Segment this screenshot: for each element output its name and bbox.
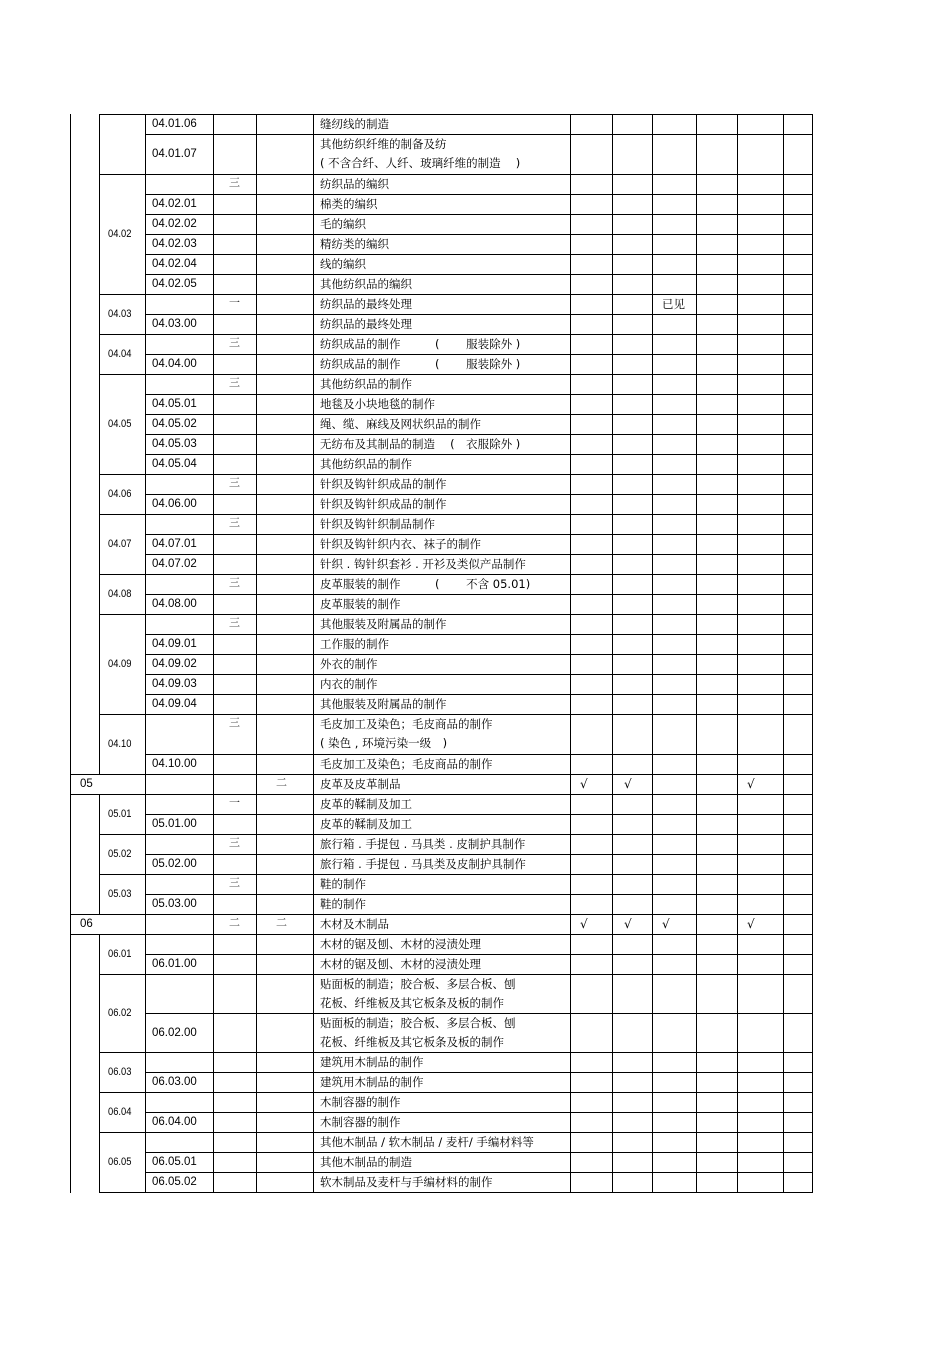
item-name: 外衣的制作: [320, 657, 378, 671]
row-divider: [145, 314, 813, 315]
item-name: 皮革及皮革制品: [320, 777, 401, 791]
item-code: 06.03.00: [152, 1076, 197, 1088]
row-divider: [99, 374, 813, 375]
group-column-border: [99, 1013, 100, 1053]
group-column-border: [99, 714, 100, 755]
group-column-border: [99, 934, 100, 955]
level-mark: 三: [229, 336, 240, 349]
item-name: 毛的编织: [320, 217, 366, 231]
group-code: 05.02: [108, 848, 132, 860]
item-code: 05.01.00: [152, 818, 197, 830]
level-mark: 三: [229, 716, 240, 729]
item-name: 棉类的编织: [320, 197, 378, 211]
item-name: 针织及钩针织制品制作: [320, 517, 435, 531]
row-divider: [145, 1112, 813, 1113]
group-column-border: [99, 794, 100, 815]
row-divider: [145, 694, 813, 695]
row-divider: [99, 574, 813, 575]
group-code: 05.03: [108, 888, 132, 900]
group-column-border: [99, 374, 100, 395]
item-name: 皮革的鞣制及加工: [320, 797, 412, 811]
table-bottom-border: [99, 1192, 813, 1193]
item-code: 06.05.01: [152, 1156, 197, 1168]
row-divider: [145, 494, 813, 495]
row-divider: [99, 614, 813, 615]
level-mark: 二: [229, 916, 240, 929]
row-divider: [99, 294, 813, 295]
level-mark: 三: [229, 876, 240, 889]
group-column-border: [99, 674, 100, 695]
row-divider: [145, 394, 813, 395]
check-mark: √: [747, 917, 755, 931]
group-column-border: [99, 394, 100, 415]
row-divider: [99, 834, 813, 835]
group-column-border: [99, 414, 100, 435]
level-mark: 三: [229, 376, 240, 389]
item-code: 06.04.00: [152, 1116, 197, 1128]
item-name: 旅行箱 . 手提包 . 马具类及皮制护具制作: [320, 857, 526, 871]
row-divider: [99, 714, 813, 715]
row-divider: [145, 414, 813, 415]
item-name: 工作服的制作: [320, 637, 389, 651]
group-code: 04.02: [108, 228, 132, 240]
item-name: 精纺类的编织: [320, 237, 389, 251]
item-code: 04.03.00: [152, 318, 197, 330]
item-name: 木材的锯及刨、木材的浸渍处理: [320, 937, 481, 951]
row-divider: [145, 214, 813, 215]
item-name: 纺织品的编织: [320, 177, 389, 191]
group-column-border: [99, 894, 100, 915]
item-name: 针织及钩针织成品的制作: [320, 477, 447, 491]
row-divider: [145, 954, 813, 955]
item-code: 04.09.04: [152, 698, 197, 710]
item-name: 其他服装及附属品的制作: [320, 617, 447, 631]
table-top-border: [99, 114, 813, 115]
group-column-border: [99, 334, 100, 355]
item-code: 06.05.02: [152, 1176, 197, 1188]
row-divider: [99, 174, 813, 175]
item-name: 其他纺织品的制作: [320, 377, 412, 391]
row-divider: [145, 194, 813, 195]
row-divider: [145, 234, 813, 235]
item-code: 04.05.04: [152, 458, 197, 470]
row-divider: [145, 454, 813, 455]
group-column-border: [99, 694, 100, 715]
item-name: 绳、缆、麻线及网状织品的制作: [320, 417, 481, 431]
group-column-border: [99, 254, 100, 275]
row-divider: [145, 254, 813, 255]
item-code: 04.05.02: [152, 418, 197, 430]
group-code: 06.01: [108, 948, 132, 960]
group-code: 04.07: [108, 538, 132, 550]
row-divider: [70, 794, 813, 795]
item-name: 木制容器的制作: [320, 1115, 401, 1129]
row-divider: [145, 554, 813, 555]
item-name: 无纺布及其制品的制造 ( 衣服除外 ): [320, 437, 521, 451]
item-name: 皮革服装的制作: [320, 597, 401, 611]
major-code: 05: [80, 778, 93, 790]
item-name-line2: 花板、纤维板及其它板条及板的制作: [320, 1035, 504, 1049]
group-column-border: [99, 1072, 100, 1093]
group-column-border: [99, 854, 100, 875]
table-left-border: [70, 114, 71, 1193]
item-name: 木材的锯及刨、木材的浸渍处理: [320, 957, 481, 971]
check-mark: √: [662, 917, 670, 931]
group-column-border: [99, 1052, 100, 1073]
group-column-border: [99, 574, 100, 595]
item-code: 04.09.02: [152, 658, 197, 670]
group-column-border: [99, 654, 100, 675]
level-mark: 三: [229, 576, 240, 589]
row-divider: [145, 754, 813, 755]
group-column-border: [99, 494, 100, 515]
item-name: 木材及木制品: [320, 917, 389, 931]
row-divider: [145, 134, 813, 135]
item-code: 04.01.06: [152, 118, 197, 130]
item-name: 贴面板的制造；胶合板、多层合板、刨: [320, 1016, 516, 1030]
group-column-border: [99, 614, 100, 635]
group-code: 06.04: [108, 1106, 132, 1118]
item-name: 建筑用木制品的制作: [320, 1075, 424, 1089]
row-divider: [99, 474, 813, 475]
check-mark: √: [624, 777, 632, 791]
item-name: 线的编织: [320, 257, 366, 271]
row-divider: [99, 874, 813, 875]
item-name: 缝纫线的制造: [320, 117, 389, 131]
group-column-border: [99, 354, 100, 375]
item-name: 鞋的制作: [320, 877, 366, 891]
row-divider: [145, 894, 813, 895]
item-name: 毛皮加工及染色；毛皮商品的制作: [320, 757, 493, 771]
item-code: 06.01.00: [152, 958, 197, 970]
item-name: 毛皮加工及染色；毛皮商品的制作: [320, 717, 493, 731]
item-name: 纺织成品的制作 ( 服装除外 ): [320, 357, 521, 371]
item-name: 纺织品的最终处理: [320, 297, 412, 311]
level-mark: 三: [229, 836, 240, 849]
item-code: 04.02.01: [152, 198, 197, 210]
group-code: 04.04: [108, 348, 132, 360]
level2-mark: 二: [276, 776, 287, 789]
group-column-border: [99, 174, 100, 195]
item-name: 贴面板的制造；胶合板、多层合板、刨: [320, 977, 516, 991]
row-divider: [145, 1013, 813, 1014]
item-name: 其他纺织品的编织: [320, 277, 412, 291]
group-column-border: [99, 114, 100, 135]
item-code: 04.07.02: [152, 558, 197, 570]
check-mark: √: [580, 777, 588, 791]
row-divider: [99, 974, 813, 975]
group-code: 04.03: [108, 308, 132, 320]
row-divider: [145, 274, 813, 275]
item-code: 04.07.01: [152, 538, 197, 550]
item-name-line2: 花板、纤维板及其它板条及板的制作: [320, 996, 504, 1010]
level-mark: 一: [229, 796, 240, 809]
item-name-line2: ( 染色 , 环境污染一级 ): [320, 736, 448, 750]
row-divider: [145, 674, 813, 675]
item-name: 皮革服装的制作 ( 不含 05.01): [320, 577, 531, 591]
item-name: 纺织品的最终处理: [320, 317, 412, 331]
group-code: 04.10: [108, 738, 132, 750]
item-name: 其他木制品 / 软木制品 / 麦杆/ 手编材料等: [320, 1135, 534, 1149]
group-column-border: [99, 1112, 100, 1133]
item-name: 木制容器的制作: [320, 1095, 401, 1109]
group-column-border: [99, 194, 100, 215]
item-name: 纺织成品的制作 ( 服装除外 ): [320, 337, 521, 351]
group-code: 04.08: [108, 588, 132, 600]
item-code: 05.03.00: [152, 898, 197, 910]
row-divider: [145, 814, 813, 815]
group-column-border: [99, 754, 100, 775]
row-divider: [145, 434, 813, 435]
group-column-border: [99, 1092, 100, 1113]
group-column-border: [99, 974, 100, 1014]
level-mark: 三: [229, 176, 240, 189]
row-divider: [145, 1172, 813, 1173]
row-divider: [99, 1052, 813, 1053]
item-code: 04.02.03: [152, 238, 197, 250]
item-name: 皮革的鞣制及加工: [320, 817, 412, 831]
item-code: 04.09.01: [152, 638, 197, 650]
group-column-border: [99, 834, 100, 855]
item-name-line2: ( 不含合纤、人纤、玻璃纤维的制造 ): [320, 156, 521, 170]
level-mark: 三: [229, 516, 240, 529]
check-mark: √: [580, 917, 588, 931]
row-divider: [145, 854, 813, 855]
row-divider: [99, 1092, 813, 1093]
group-column-border: [99, 274, 100, 295]
group-code: 05.01: [108, 808, 132, 820]
item-name: 其他木制品的制造: [320, 1155, 412, 1169]
group-column-border: [99, 1152, 100, 1173]
group-column-border: [99, 814, 100, 835]
group-column-border: [99, 594, 100, 615]
row-divider: [70, 914, 813, 915]
item-code: 04.02.04: [152, 258, 197, 270]
group-column-border: [99, 454, 100, 475]
item-name: 针织及钩针织成品的制作: [320, 497, 447, 511]
level-mark: 三: [229, 616, 240, 629]
level2-mark: 二: [276, 916, 287, 929]
major-code: 06: [80, 918, 93, 930]
group-column-border: [99, 434, 100, 455]
item-code: 04.01.07: [152, 148, 197, 160]
level-mark: 一: [229, 296, 240, 309]
level-mark: 三: [229, 476, 240, 489]
group-column-border: [99, 294, 100, 315]
group-column-border: [99, 514, 100, 535]
group-code: 06.05: [108, 1156, 132, 1168]
group-code: 06.02: [108, 1007, 132, 1019]
item-name: 针织 . 钩针织套衫 . 开衫及类似产品制作: [320, 557, 526, 571]
group-column-border: [99, 234, 100, 255]
item-name: 针织及钩针织内衣、袜子的制作: [320, 537, 481, 551]
row-divider: [145, 534, 813, 535]
group-column-border: [99, 554, 100, 575]
item-code: 04.09.03: [152, 678, 197, 690]
group-column-border: [99, 134, 100, 175]
row-divider: [145, 354, 813, 355]
group-column-border: [99, 1172, 100, 1193]
row-divider: [99, 514, 813, 515]
item-name: 其他纺织品的制作: [320, 457, 412, 471]
row-divider: [145, 1152, 813, 1153]
group-code: 04.06: [108, 488, 132, 500]
row-divider: [70, 774, 813, 775]
row-divider: [99, 334, 813, 335]
group-code: 06.03: [108, 1066, 132, 1078]
major-divider: [70, 914, 100, 915]
item-name: 地毯及小块地毯的制作: [320, 397, 435, 411]
item-name: 其他服装及附属品的制作: [320, 697, 447, 711]
item-code: 04.08.00: [152, 598, 197, 610]
row-divider: [70, 934, 813, 935]
row-divider: [145, 654, 813, 655]
check-mark: √: [624, 917, 632, 931]
item-code: 04.05.01: [152, 398, 197, 410]
row-divider: [145, 594, 813, 595]
row-divider: [99, 1132, 813, 1133]
item-name: 旅行箱 . 手提包 . 马具类 . 皮制护具制作: [320, 837, 526, 851]
row-divider: [145, 1072, 813, 1073]
major-divider: [70, 774, 100, 775]
item-code: 04.10.00: [152, 758, 197, 770]
group-code: 04.09: [108, 658, 132, 670]
check-mark: √: [747, 777, 755, 791]
group-column-border: [99, 214, 100, 235]
item-name: 鞋的制作: [320, 897, 366, 911]
item-code: 04.04.00: [152, 358, 197, 370]
item-code: 04.05.03: [152, 438, 197, 450]
group-column-border: [99, 1132, 100, 1153]
item-name: 内衣的制作: [320, 677, 378, 691]
group-code: 04.05: [108, 418, 132, 430]
group-column-border: [99, 474, 100, 495]
item-code: 04.02.02: [152, 218, 197, 230]
item-code: 05.02.00: [152, 858, 197, 870]
item-code: 04.02.05: [152, 278, 197, 290]
mark-note: 已见: [662, 297, 685, 311]
row-divider: [145, 634, 813, 635]
group-column-border: [99, 314, 100, 335]
item-code: 06.02.00: [152, 1026, 197, 1039]
item-name: 建筑用木制品的制作: [320, 1055, 424, 1069]
group-column-border: [99, 954, 100, 975]
item-name: 其他纺织纤维的制备及纺: [320, 137, 447, 151]
group-column-border: [99, 634, 100, 655]
group-column-border: [99, 874, 100, 895]
item-name: 软木制品及麦杆与手编材料的制作: [320, 1175, 493, 1189]
group-column-border: [99, 534, 100, 555]
item-code: 04.06.00: [152, 498, 197, 510]
